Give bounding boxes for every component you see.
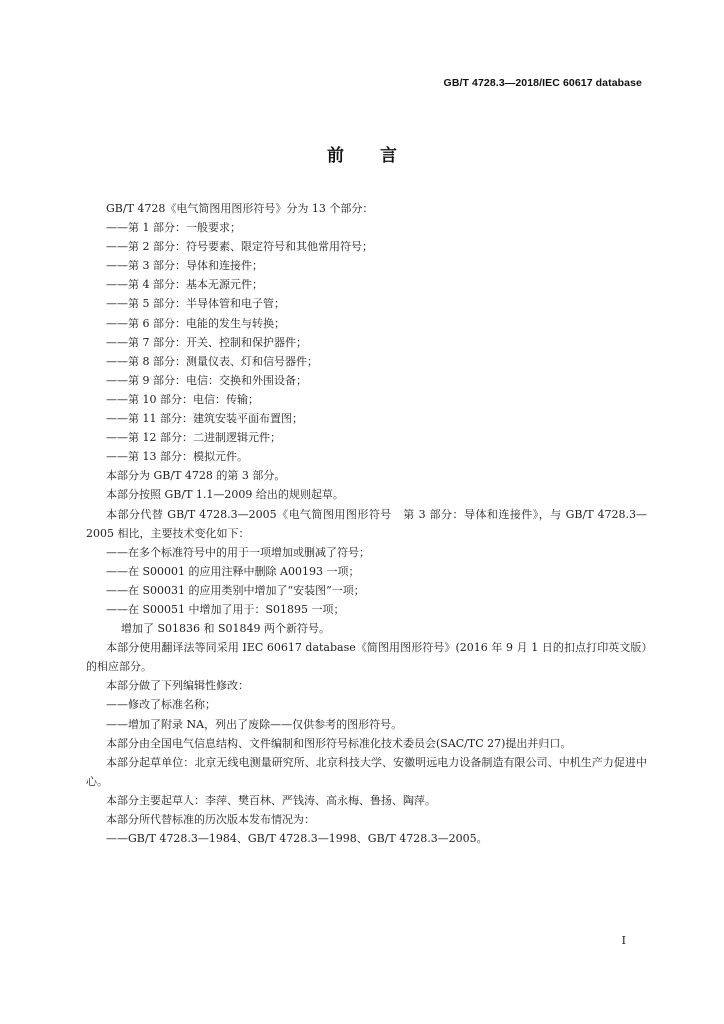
foreword-line: ——第 1 部分：一般要求； — [106, 221, 241, 235]
foreword-line: ——在 S00001 的应用注释中删除 A00193 一项； — [106, 564, 360, 578]
foreword-line: ——GB/T 4728.3—1984、GB/T 4728.3—1998、GB/T 4728.3—2005。 — [106, 832, 488, 846]
foreword-line: 增加了 S01836 和 S01849 两个新符号。 — [121, 622, 331, 636]
foreword-line: 本部分按照 GB/T 1.1—2009 给出的规则起草。 — [106, 488, 344, 502]
foreword-line: ——第 7 部分：开关、控制和保护器件； — [106, 335, 307, 349]
foreword-line: ——第 6 部分：电能的发生与转换； — [106, 316, 285, 330]
foreword-line: 本部分为 GB/T 4728 的第 3 部分。 — [106, 469, 286, 483]
foreword-line: GB/T 4728《电气简图用图形符号》分为 13 个部分： — [106, 202, 374, 215]
foreword-line: 本部分由全国电气信息结构、文件编制和图形符号标准化技术委员会(SAC/TC 27)提出并归口。 — [106, 736, 572, 750]
foreword-line: ——第 13 部分：模拟元件。 — [106, 450, 248, 464]
foreword-line: ——第 8 部分：测量仪表、灯和信号器件； — [106, 354, 318, 368]
standard-number-header: GB/T 4728.3—2018/IEC 60617 database — [443, 77, 642, 89]
foreword-line: 本部分做了下列编辑性修改： — [106, 679, 249, 693]
foreword-line: ——在 S00031 的应用类别中增加了“安装图”一项； — [106, 583, 365, 597]
foreword-line: ——第 11 部分：建筑安装平面布置图； — [106, 412, 303, 426]
foreword-line: ——在多个标准符号中的用于一项增加或删减了符号； — [106, 545, 370, 559]
foreword-line: ——第 2 部分：符号要素、限定符号和其他常用符号； — [106, 240, 373, 254]
foreword-line: 本部分使用翻译法等同采用 IEC 60617 database《简图用图形符号》(2016 年 9 月 1 日的扣点打印英文版）的相应部分。 — [86, 641, 647, 674]
foreword-line: ——第 3 部分：导体和连接件； — [106, 259, 263, 273]
foreword-body — [86, 199, 647, 848]
foreword-line: ——第 12 部分：二进制逻辑元件； — [106, 431, 281, 445]
foreword-line: ——第 10 部分：电信：传输； — [106, 392, 259, 406]
foreword-line: ——第 5 部分：半导体管和电子管； — [106, 297, 285, 311]
page-title: 前言 — [327, 146, 433, 166]
foreword-line: ——第 4 部分：基本无源元件； — [106, 278, 263, 292]
foreword-line: ——第 9 部分：电信：交换和外围设备； — [106, 373, 307, 387]
foreword-line: 本部分主要起草人：李萍、樊百林、严钱涛、高永梅、鲁扬、陶萍。 — [106, 793, 436, 807]
page-number: I — [621, 934, 626, 947]
foreword-line: ——在 S00051 中增加了用于：S01895 一项； — [106, 602, 345, 616]
foreword-line: 本部分代替 GB/T 4728.3—2005《电气简图用图形符号 第 3 部分：导体和连接件》，与 GB/T 4728.3—2005 相比，主要技术变化如下： — [86, 507, 647, 540]
foreword-line: 本部分所代替标准的历次版本发布情况为： — [106, 813, 315, 826]
foreword-line: 本部分起草单位：北京无线电测量研究所、北京科技大学、安徽明远电力设备制造有限公司、中机生产力促进中心。 — [86, 755, 647, 788]
foreword-line: ——增加了附录 NA，列出了废除——仅供参考的图形符号。 — [106, 717, 403, 731]
foreword-line: ——修改了标准名称； — [106, 698, 216, 712]
